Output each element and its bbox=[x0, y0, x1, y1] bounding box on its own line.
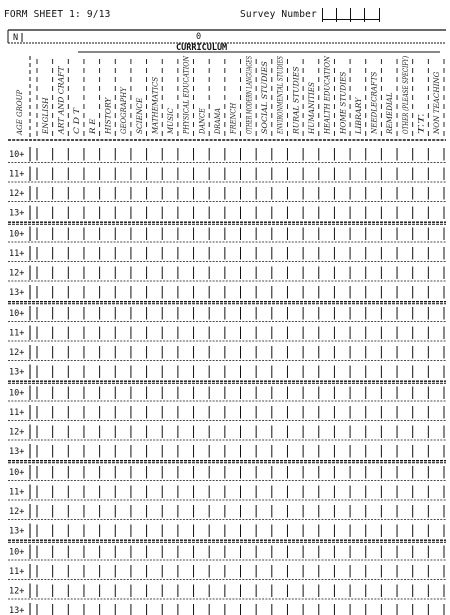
subject-label-11: DANCE bbox=[198, 106, 207, 134]
subject-label-7: SCIENCE bbox=[135, 99, 144, 134]
subject-label-16: ENVIRONMENTAL STUDIES bbox=[276, 29, 285, 134]
subject-label-5: HISTORY bbox=[104, 100, 113, 134]
subject-label-9: MUSIC bbox=[167, 108, 176, 134]
age-row-label: 12+ bbox=[9, 507, 25, 517]
age-row-label: 13+ bbox=[9, 288, 25, 298]
subject-label-23: REMEDIAL bbox=[386, 93, 395, 134]
age-row-label: 11+ bbox=[9, 567, 25, 577]
age-row-label: 13+ bbox=[9, 208, 25, 219]
subject-label-21: LIBRARY bbox=[354, 101, 363, 134]
subject-label-20: HOME STUDIES bbox=[339, 74, 348, 134]
curriculum-label: CURRICULUM bbox=[176, 43, 228, 53]
age-row-label: 13+ bbox=[9, 526, 25, 537]
age-row-label: 13+ bbox=[9, 606, 25, 615]
age-row-label: 12+ bbox=[9, 348, 25, 358]
subject-label-25: T.T. bbox=[417, 122, 426, 134]
age-row-label: 10+ bbox=[9, 388, 25, 399]
age-row-label: 11+ bbox=[9, 408, 25, 418]
zero-label: 0 bbox=[196, 32, 202, 42]
subject-label-26: NON TEACHING bbox=[433, 73, 442, 134]
subject-label-4: R E bbox=[88, 121, 97, 134]
age-row-label: 10+ bbox=[9, 229, 25, 240]
age-row-label: 11+ bbox=[9, 249, 25, 259]
age-row-label: 13+ bbox=[9, 447, 25, 457]
age-row-label: 12+ bbox=[9, 427, 25, 438]
subject-label-8: MATHEMATICS bbox=[151, 76, 160, 134]
subject-label-6: GEOGRAPHY bbox=[120, 86, 129, 134]
subject-label-19: HEALTH EDUCATION bbox=[323, 54, 332, 134]
age-row-label: 10+ bbox=[9, 468, 25, 478]
n-label: N bbox=[13, 33, 19, 43]
age-row-label: 10+ bbox=[9, 547, 25, 558]
subject-label-13: FRENCH bbox=[229, 101, 238, 134]
age-group-label: AGE GROUP bbox=[16, 89, 24, 135]
subject-label-14: OTHER MODERN LANGUAGES bbox=[245, 19, 254, 134]
subject-label-22: NEEDLECRAFTS bbox=[370, 72, 379, 134]
age-row-label: 11+ bbox=[9, 487, 25, 498]
subject-label-12: DRAMA bbox=[214, 105, 223, 134]
age-row-label: 10+ bbox=[9, 309, 25, 319]
age-row-label: 12+ bbox=[9, 268, 25, 279]
subject-label-17: RURAL STUDIES bbox=[292, 71, 301, 134]
subject-label-10: PHYSICAL EDUCATION bbox=[182, 47, 191, 134]
age-row-label: 11+ bbox=[9, 328, 25, 339]
subject-label-24: OTHER (PLEASE SPECIFY) bbox=[401, 35, 410, 134]
age-row-label: 12+ bbox=[9, 189, 25, 199]
subject-label-2: ART AND CRAFT bbox=[57, 72, 66, 134]
age-row-label: 13+ bbox=[9, 367, 25, 378]
age-row-label: 10+ bbox=[9, 150, 25, 160]
subject-label-3: C D T bbox=[73, 113, 82, 134]
age-row-label: 11+ bbox=[9, 169, 25, 180]
subject-label-15: SOCIAL STUDIES bbox=[260, 69, 269, 134]
subject-label-18: HUMANITIES bbox=[307, 83, 316, 134]
form-title: FORM SHEET 1: 9/13 bbox=[4, 9, 111, 20]
age-row-label: 12+ bbox=[9, 586, 25, 597]
subject-label-1: ENGLISH bbox=[41, 98, 50, 134]
survey-number-label: Survey Number bbox=[240, 9, 317, 20]
